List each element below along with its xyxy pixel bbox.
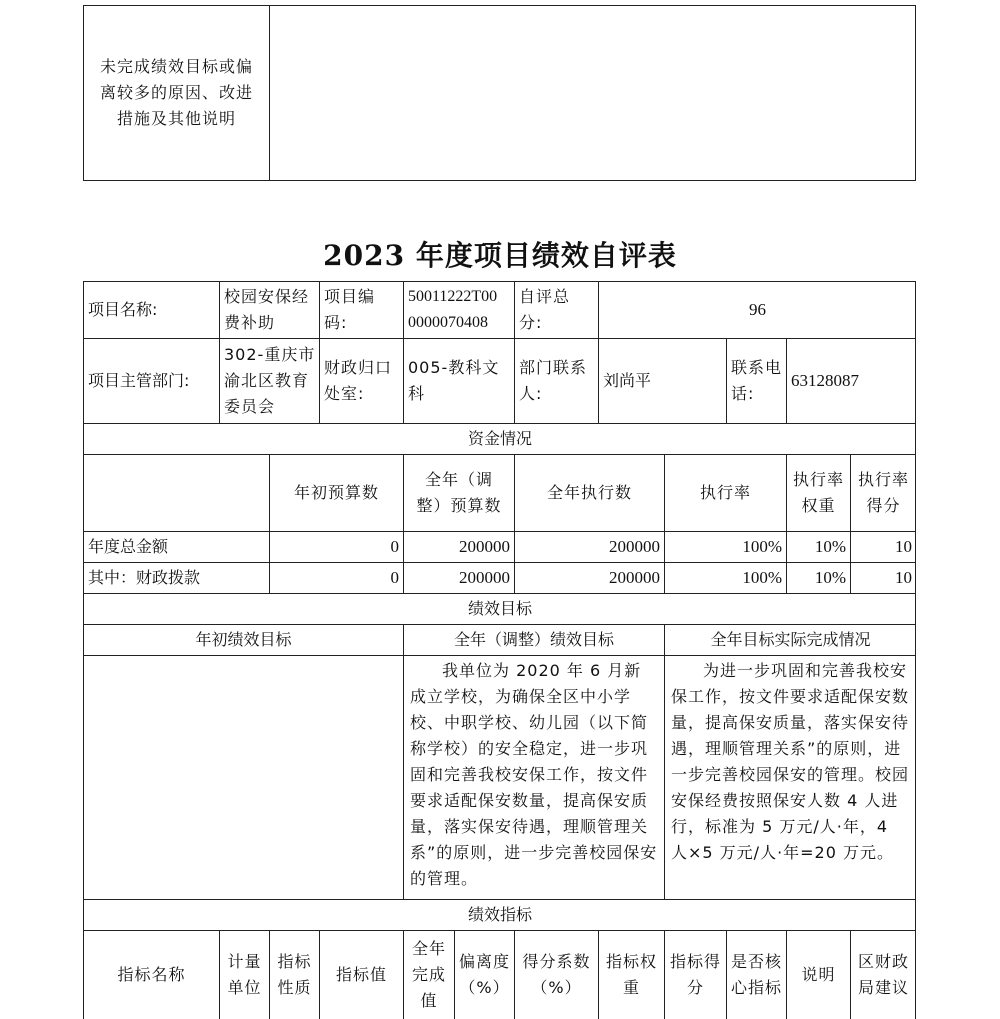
- funds-row-executed: 200000: [514, 562, 664, 593]
- dept-value: 302-重庆市 渝北区教育 委员会: [219, 338, 319, 423]
- funds-row-adjusted: 200000: [403, 562, 514, 593]
- funds-header-rate-score: 执行率 得分: [850, 454, 916, 531]
- ind-header-coefficient: 得分系数 （%）: [514, 930, 598, 1019]
- funds-row-rate: 100%: [664, 562, 786, 593]
- note-label: 未完成绩效目标或偏 离较多的原因、改进 措施及其他说明: [99, 57, 253, 128]
- finance-office-label: 财政归口 处室:: [319, 338, 403, 423]
- funds-row-label: 年度总金额: [83, 531, 269, 562]
- finance-office-value: 005-教科文 科: [403, 338, 514, 423]
- funds-header-rate-weight: 执行率 权重: [786, 454, 850, 531]
- funds-header-initial-budget: 年初预算数: [269, 454, 403, 531]
- score-label: 自评总 分:: [514, 281, 598, 338]
- ind-header-deviation: 偏离度 （%）: [454, 930, 514, 1019]
- ind-header-unit: 计量 单位: [219, 930, 269, 1019]
- goals-header-initial: 年初绩效目标: [83, 624, 403, 655]
- table-right-border: [915, 281, 916, 1019]
- funds-row-weight: 10%: [786, 531, 850, 562]
- funds-row-executed: 200000: [514, 531, 664, 562]
- top-box-right-border: [915, 5, 916, 180]
- funds-header-exec-rate: 执行率: [664, 454, 786, 531]
- contact-label: 部门联系 人:: [514, 338, 598, 423]
- project-code-label: 项目编 码:: [319, 281, 403, 338]
- goals-adjusted-text: 我单位为 2020 年 6 月新成立学校，为确保全区中小学校、中职学校、幼儿园（以下简称学校）的安全稳定，进一步巩固和完善我校安保工作，按文件要求适配保安数量，提高保安质量，落实保安待遇，理顺管理关系”的原则，进一步完善校园保安的管理。: [403, 655, 664, 899]
- funds-row-initial: 0: [269, 531, 403, 562]
- funds-header-executed: 全年执行数: [514, 454, 664, 531]
- funds-row-score: 10: [850, 531, 916, 562]
- contact-value: 刘尚平: [598, 338, 726, 423]
- ind-header-value: 指标值: [319, 930, 403, 1019]
- funds-row-weight: 10%: [786, 562, 850, 593]
- funds-section-header: 资金情况: [83, 423, 916, 454]
- funds-row-initial: 0: [269, 562, 403, 593]
- ind-header-score: 指标得 分: [664, 930, 726, 1019]
- ind-header-finance-advice: 区财政 局建议: [850, 930, 916, 1019]
- goals-section-header: 绩效目标: [83, 593, 916, 624]
- funds-row-adjusted: 200000: [403, 531, 514, 562]
- note-label-cell: [83, 5, 269, 180]
- funds-header-adjusted-budget: 全年（调 整）预算数: [403, 454, 514, 531]
- phone-label: 联系电 话:: [726, 338, 786, 423]
- ind-header-nature: 指标 性质: [269, 930, 319, 1019]
- project-name-label: 项目名称:: [83, 281, 219, 338]
- dept-label: 项目主管部门:: [83, 338, 219, 423]
- top-box-bottom-border: [83, 180, 916, 181]
- ind-header-completed: 全年 完成 值: [403, 930, 454, 1019]
- project-code-value: 50011222T00 0000070408: [403, 281, 514, 338]
- funds-row-label: 其中：财政拨款: [83, 562, 269, 593]
- ind-header-weight: 指标权 重: [598, 930, 664, 1019]
- goals-initial-text: [83, 655, 403, 899]
- note-content-cell: [269, 5, 916, 180]
- phone-value: 63128087: [786, 338, 916, 423]
- page-title: 2023 年度项目绩效自评表: [323, 239, 677, 272]
- goals-header-actual: 全年目标实际完成情况: [664, 624, 916, 655]
- goals-actual-text: 为进一步巩固和完善我校安保工作，按文件要求适配保安数量，提高保安质量，落实保安待遇，理顺管理关系”的原则，进一步完善校园保安的管理。校园安保经费按照保安人数 4 人进行，标准为 5 万元/人·年，4 人×5 万元/人·年=20 万元。: [664, 655, 916, 899]
- ind-header-core: 是否核 心指标: [726, 930, 786, 1019]
- score-value: 96: [598, 281, 916, 338]
- ind-header-note: 说明: [786, 930, 850, 1019]
- funds-header-blank: [83, 454, 269, 531]
- goals-header-adjusted: 全年（调整）绩效目标: [403, 624, 664, 655]
- funds-row-score: 10: [850, 562, 916, 593]
- project-name-value: 校园安保经 费补助: [219, 281, 319, 338]
- ind-header-name: 指标名称: [83, 930, 219, 1019]
- funds-row-rate: 100%: [664, 531, 786, 562]
- indicators-section-header: 绩效指标: [83, 899, 916, 930]
